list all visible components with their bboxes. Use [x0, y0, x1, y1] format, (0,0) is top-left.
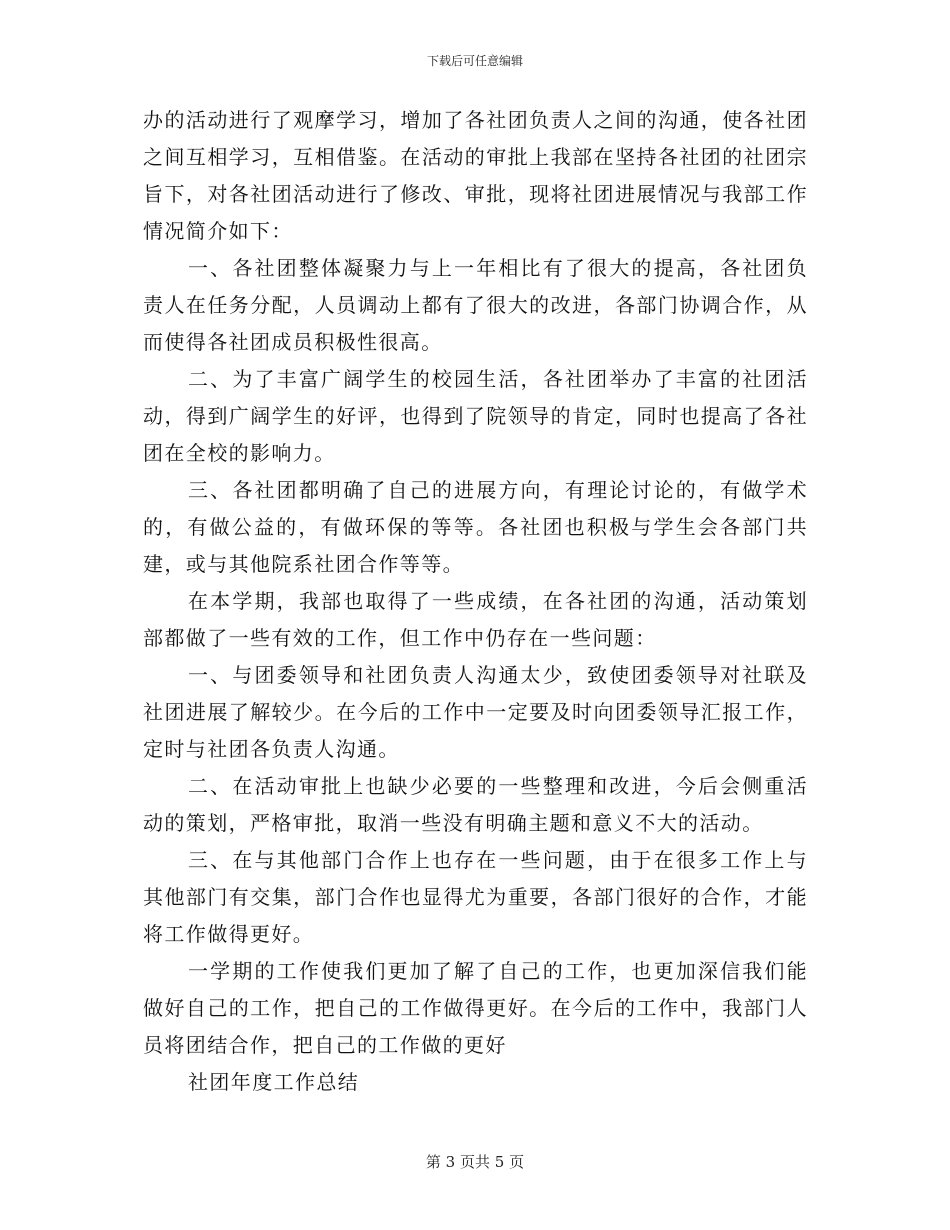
- paragraph-problem-1: 一、与团委领导和社团负责人沟通太少，致使团委领导对社联及社团进展了解较少。在今后的工作中一定要及时向团委领导汇报工作，定时与社团各负责人沟通。: [143, 663, 808, 761]
- paragraph-problem-3: 三、在与其他部门合作上也存在一些问题，由于在很多工作上与其他部门有交集，部门合作也显得尤为重要，各部门很好的合作，才能将工作做得更好。: [143, 848, 808, 946]
- section-title: 社团年度工作总结: [188, 1070, 360, 1094]
- paragraph-item-3: 三、各社团都明确了自己的进展方向，有理论讨论的，有做学术的，有做公益的，有做环保的等等。各社团也积极与学生会各部门共建，或与其他院系社团合作等等。: [143, 478, 808, 576]
- paragraph-achievements-intro: 在本学期，我部也取得了一些成绩，在各社团的沟通，活动策划部都做了一些有效的工作，但工作中仍存在一些问题：: [143, 589, 808, 650]
- page-header: 下载后可任意编辑: [426, 54, 523, 68]
- paragraph-item-2: 二、为了丰富广阔学生的校园生活，各社团举办了丰富的社团活动，得到广阔学生的好评，也得到了院领导的肯定，同时也提高了各社团在全校的影响力。: [143, 367, 808, 465]
- paragraph-conclusion: 一学期的工作使我们更加了解了自己的工作，也更加深信我们能做好自己的工作，把自己的工作做得更好。在今后的工作中，我部门人员将团结合作，把自己的工作做的更好: [143, 959, 808, 1057]
- page-number-footer: 第 3 页共 5 页: [425, 1153, 525, 1171]
- paragraph-item-1: 一、各社团整体凝聚力与上一年相比有了很大的提高，各社团负责人在任务分配，人员调动上都有了很大的改进，各部门协调合作，从而使得各社团成员积极性很高。: [143, 256, 808, 354]
- paragraph-problem-2: 二、在活动审批上也缺少必要的一些整理和改进，今后会侧重活动的策划，严格审批，取消一些没有明确主题和意义不大的活动。: [143, 774, 808, 835]
- document-body: [143, 102, 808, 1101]
- paragraph-continuation: 办的活动进行了观摩学习，增加了各社团负责人之间的沟通，使各社团之间互相学习，互相借鉴。在活动的审批上我部在坚持各社团的社团宗旨下，对各社团活动进行了修改、审批，现将社团进展情况与我部工作情况简介如下：: [143, 108, 808, 243]
